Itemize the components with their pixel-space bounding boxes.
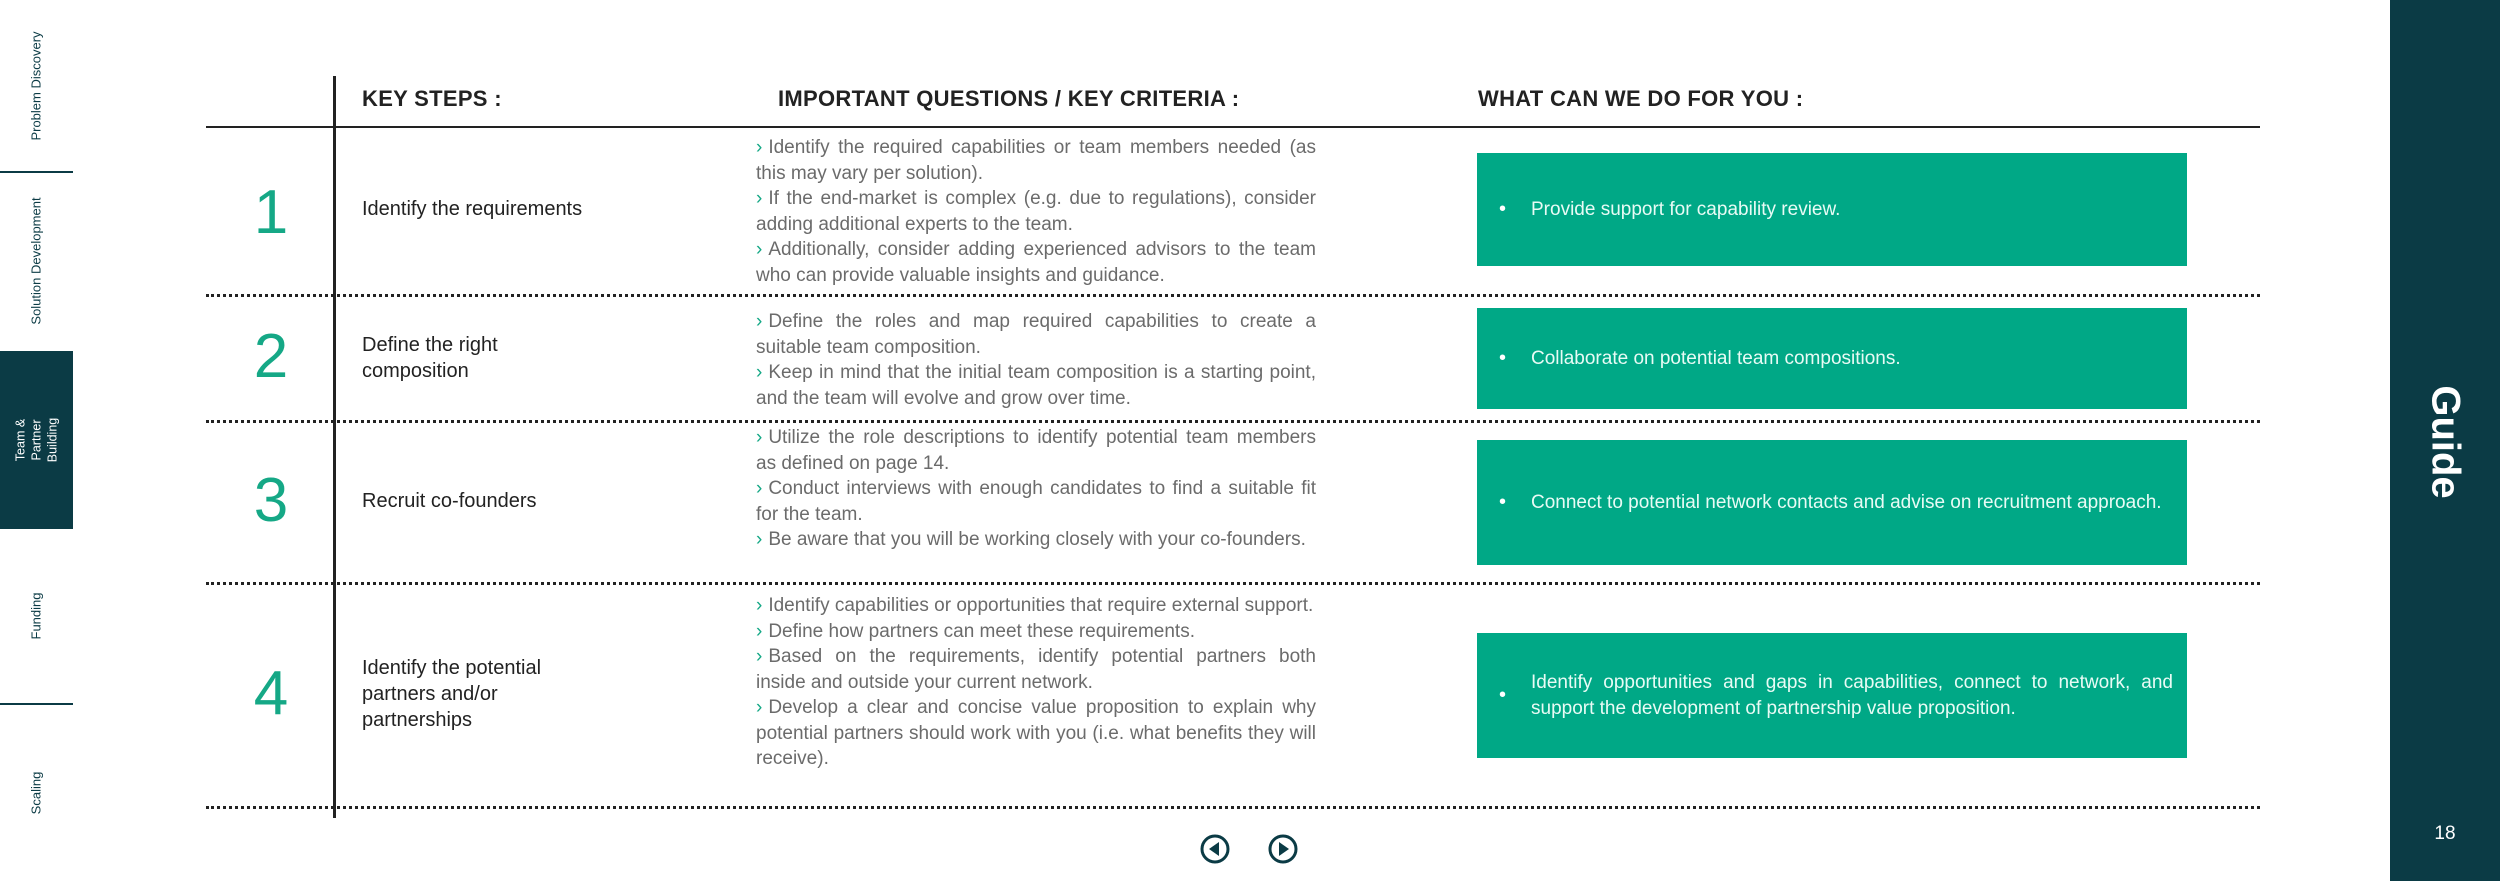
criteria-item: › Based on the requirements, identify potential partners both inside and outside your current network. xyxy=(756,646,1316,693)
bullet-icon: • xyxy=(1499,347,1507,369)
header-key-steps: KEY STEPS : xyxy=(362,86,502,111)
nav-tab-problem-discovery[interactable] xyxy=(0,0,73,171)
nav-tab-scaling[interactable] xyxy=(0,705,73,881)
nav-tab-label: Funding xyxy=(28,592,44,640)
next-page-button[interactable] xyxy=(1268,834,1298,864)
bullet-icon: • xyxy=(1499,684,1507,706)
row-divider xyxy=(206,294,2260,297)
arrow-right-circle-icon xyxy=(1268,834,1298,864)
criteria-item: › Develop a clear and concise value proposition to explain why potential partners should work with you (i.e. what benefits they will receive). xyxy=(756,697,1316,769)
nav-tab-label: Team & Partner Building xyxy=(13,417,60,463)
help-box xyxy=(1477,633,2187,758)
chevron-right-icon: › xyxy=(756,137,763,158)
chevron-right-icon: › xyxy=(756,239,763,260)
criteria-item: › Utilize the role descriptions to identify potential team members as defined on page 14. xyxy=(756,427,1316,474)
help-text: Provide support for capability review. xyxy=(1531,198,1841,220)
bullet-icon: • xyxy=(1499,491,1507,513)
nav-tab-funding[interactable] xyxy=(0,529,73,703)
chevron-right-icon: › xyxy=(756,188,763,209)
row-divider xyxy=(206,420,2260,423)
help-text: Collaborate on potential team compositions. xyxy=(1531,347,1901,369)
step-label: Recruit co-founders xyxy=(362,490,537,512)
help-box xyxy=(1477,308,2187,409)
criteria-item: › Additionally, consider adding experienced advisors to the team who can provide valuable insights and guidance. xyxy=(756,239,1316,286)
nav-tab-solution-development[interactable] xyxy=(0,173,73,349)
chevron-right-icon: › xyxy=(756,529,763,550)
criteria-item: › If the end-market is complex (e.g. due to regulations), consider adding additional experts to the team. xyxy=(756,188,1316,235)
chevron-right-icon: › xyxy=(756,427,763,448)
step-label: Define the right composition xyxy=(362,334,498,382)
column-divider xyxy=(333,76,336,818)
criteria-list xyxy=(756,309,1316,411)
nav-tab-label: Scaling xyxy=(28,771,44,815)
help-text: Connect to potential network contacts and advise on recruitment approach. xyxy=(1531,491,2162,513)
chevron-right-icon: › xyxy=(756,478,763,499)
prev-page-button[interactable] xyxy=(1200,834,1230,864)
nav-tab-label: Problem Discovery xyxy=(28,30,44,141)
criteria-list xyxy=(756,135,1316,288)
step-number: 2 xyxy=(253,322,289,391)
section-nav xyxy=(0,0,73,881)
nav-tab-label: Solution Development xyxy=(28,197,44,325)
help-box xyxy=(1477,440,2187,565)
chevron-right-icon: › xyxy=(756,311,763,332)
step-number: 4 xyxy=(253,659,289,728)
arrow-left-circle-icon xyxy=(1200,834,1230,864)
help-text: Identify opportunities and gaps in capabilities, connect to network, and support the development of partnership value proposition. xyxy=(1531,671,2173,719)
header-criteria: IMPORTANT QUESTIONS / KEY CRITERIA : xyxy=(778,86,1240,111)
step-label: Identify the potential partners and/or partnerships xyxy=(362,657,542,731)
guide-title: Guide xyxy=(2423,385,2468,499)
header-help: WHAT CAN WE DO FOR YOU : xyxy=(1478,86,1804,111)
step-number: 3 xyxy=(253,466,289,535)
chevron-right-icon: › xyxy=(756,620,763,642)
chevron-right-icon: › xyxy=(756,362,763,383)
guide-bar xyxy=(2390,0,2500,881)
row-divider xyxy=(206,582,2260,585)
criteria-item: › Define the roles and map required capabilities to create a suitable team composition. xyxy=(756,311,1316,358)
row-divider xyxy=(206,806,2260,809)
criteria-item: › Identify capabilities or opportunities that require external support. xyxy=(756,595,1314,616)
criteria-item: › Keep in mind that the initial team composition is a starting point, and the team will evolve and grow over time. xyxy=(756,362,1316,409)
step-number: 1 xyxy=(253,178,289,247)
chevron-right-icon: › xyxy=(756,697,763,718)
chevron-right-icon: › xyxy=(756,646,763,667)
nav-tab-team-partner-building[interactable] xyxy=(0,351,73,529)
criteria-item: › Be aware that you will be working closely with your co-founders. xyxy=(756,529,1306,550)
help-box xyxy=(1477,153,2187,266)
criteria-item: › Define how partners can meet these requirements. xyxy=(756,620,1195,642)
criteria-item: › Conduct interviews with enough candidates to find a suitable fit for the team. xyxy=(756,478,1316,525)
page-number: 18 xyxy=(2434,823,2456,844)
chevron-right-icon: › xyxy=(756,595,763,616)
bullet-icon: • xyxy=(1499,198,1507,220)
criteria-list xyxy=(756,425,1316,553)
step-label: Identify the requirements xyxy=(362,198,583,220)
header-rule xyxy=(206,126,2260,128)
criteria-item: › Identify the required capabilities or team members needed (as this may vary per solution). xyxy=(756,137,1316,184)
criteria-list xyxy=(756,593,1316,772)
